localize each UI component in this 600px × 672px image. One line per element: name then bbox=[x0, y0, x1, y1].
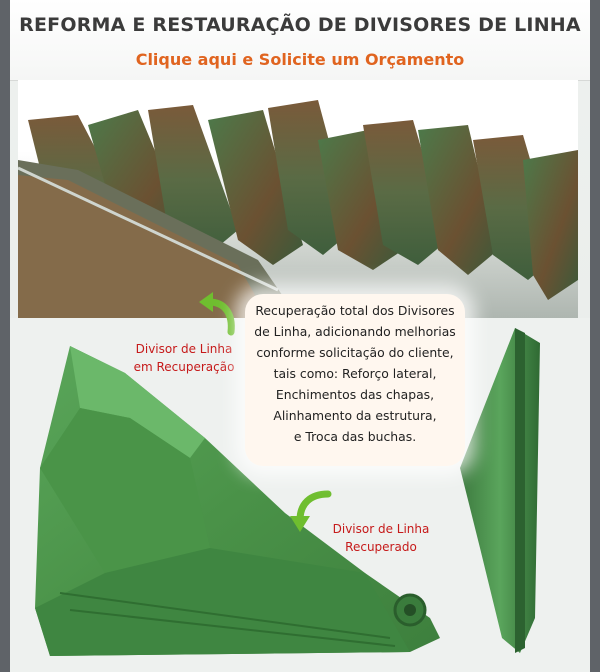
worn-dividers-photo bbox=[18, 80, 578, 318]
curved-arrow-icon bbox=[195, 292, 241, 336]
before-caption: Divisor de Linha em Recuperação bbox=[133, 342, 235, 374]
description-panel bbox=[245, 294, 465, 466]
left-border bbox=[0, 0, 10, 672]
page-title: REFORMA E RESTAURAÇÃO DE DIVISORES DE LINHA bbox=[19, 14, 581, 36]
worn-dividers-illustration bbox=[18, 80, 578, 318]
banner-header bbox=[10, 0, 590, 81]
quote-request-link[interactable]: Clique aqui e Solicite um Orçamento bbox=[135, 50, 465, 69]
right-border bbox=[590, 0, 600, 672]
after-caption: Divisor de Linha Recuperado bbox=[332, 522, 430, 554]
description-text: Recuperação total dos Divisores de Linha, adicionando melhorias conforme solicitação do cliente, tais como: Reforço lateral, Enchimentos das chapas, Alinhamento da estrutura, e Troca das buchas. bbox=[254, 303, 456, 444]
